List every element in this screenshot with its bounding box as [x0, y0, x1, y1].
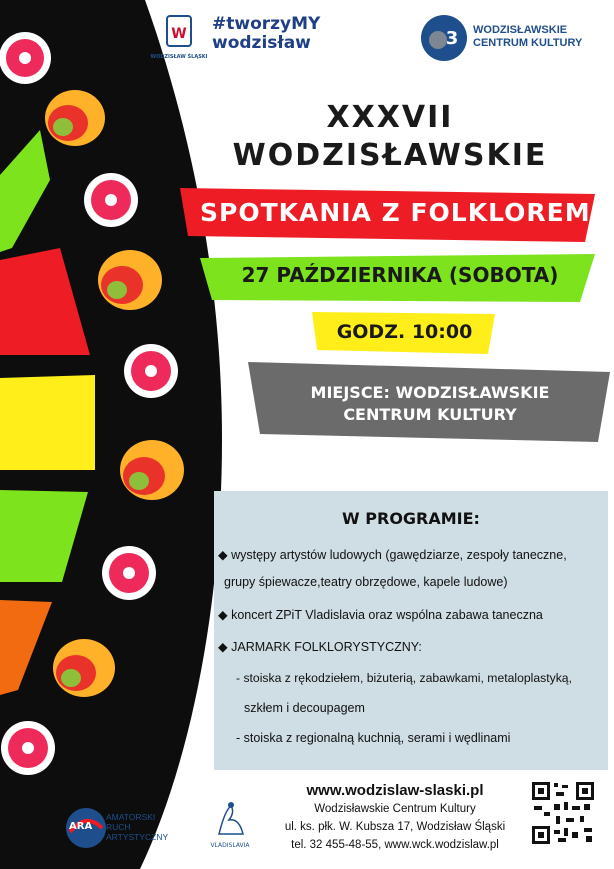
program-item-1-line2: grupy śpiewacze,teatry obrzędowe, kapele ludowe) — [224, 575, 508, 589]
program-item-1 — [218, 547, 567, 562]
program-item-1-line1: występy artystów ludowych (gawędziarze, zespoły taneczne, — [231, 548, 567, 562]
wck-logo-line2: CENTRUM KULTURY — [473, 37, 583, 49]
tworzymy-hashtag: #tworzyMY — [212, 14, 321, 34]
rosette-flower-2 — [84, 173, 138, 227]
poppy-flower-4 — [53, 639, 115, 697]
svg-text:3: 3 — [445, 28, 459, 49]
rosette-flower-1 — [0, 32, 51, 84]
venue-line1: MIEJSCE: WODZISŁAWSKIE — [310, 383, 550, 402]
program-sub-2: - stoiska z regionalną kuchnią, serami i wędlinami — [236, 731, 511, 745]
poppy-flower-1 — [45, 90, 105, 146]
program-sub-1-line2: szkłem i decoupagem — [244, 701, 365, 715]
bullet-icon: ◆ — [218, 640, 228, 654]
tworzymy-logo — [212, 15, 332, 53]
wck-logo — [420, 14, 600, 64]
svg-text:W: W — [171, 26, 187, 42]
event-time: GODZ. 10:00 — [336, 321, 473, 343]
yellow-wedge — [0, 375, 95, 470]
dancers-icon — [205, 800, 255, 838]
venue — [260, 382, 600, 426]
event-date: 27 PAŹDZIERNIKA (SOBOTA) — [241, 263, 559, 287]
program-item-2 — [218, 607, 543, 622]
organizer-contact: tel. 32 455-48-55, www.wck.wodzislaw.pl — [291, 839, 499, 851]
poppy-flower-2 — [98, 250, 162, 310]
vladislavia-logo — [205, 800, 255, 850]
wck-circle-icon — [420, 14, 468, 62]
bullet-icon: ◆ — [218, 608, 228, 622]
poppy-flower-3 — [120, 440, 184, 500]
bullet-icon: ◆ — [218, 548, 228, 562]
program-item-3-text: JARMARK FOLKLORYSTYCZNY: — [231, 640, 422, 654]
folk-wheel-decoration — [0, 0, 230, 869]
edition-number: XXXVII — [326, 100, 454, 135]
website-link[interactable]: www.wodzislaw-slaski.pl — [306, 782, 484, 799]
wck-logo-line1: WODZISŁAWSKIE — [473, 24, 568, 36]
ara-line1: AMATORSKI — [106, 812, 156, 822]
wodzislaw-city-logo — [150, 14, 208, 62]
city-emblem-icon — [150, 14, 208, 50]
program-sub-1-line1: - stoiska z rękodziełem, biżuterią, zabawkami, metaloplastyką, — [236, 671, 572, 685]
program-heading: W PROGRAMIE: — [342, 509, 480, 528]
city-logo-caption: WODZISŁAW ŚLĄSKI — [150, 54, 208, 60]
ara-line3: ARTYSTYCZNY — [106, 832, 169, 842]
event-name: SPOTKANIA Z FOLKLOREM — [200, 198, 591, 227]
organizer-address: ul. ks. płk. W. Kubsza 17, Wodzisław Śląski — [284, 821, 506, 833]
program-item-3 — [218, 639, 422, 654]
vladislavia-caption: VLADISLAVIA — [210, 842, 250, 849]
rosette-flower-3 — [124, 344, 178, 398]
program-item-2-text: koncert ZPiT Vladislavia oraz wspólna zabawa taneczna — [231, 608, 543, 622]
tworzymy-city: wodzisław — [212, 33, 311, 53]
ara-line2: RUCH — [106, 822, 131, 832]
organizer-name: Wodzisławskie Centrum Kultury — [314, 803, 476, 815]
program-box — [214, 491, 608, 770]
rosette-flower-4 — [102, 546, 156, 600]
ara-logo — [60, 806, 180, 856]
venue-line2: CENTRUM KULTURY — [343, 405, 517, 424]
ara-letters: ARA — [69, 821, 93, 832]
qr-code-icon[interactable] — [530, 780, 596, 846]
title-wodzislawskie: WODZISŁAWSKIE — [232, 138, 548, 173]
rosette-flower-5 — [1, 721, 55, 775]
